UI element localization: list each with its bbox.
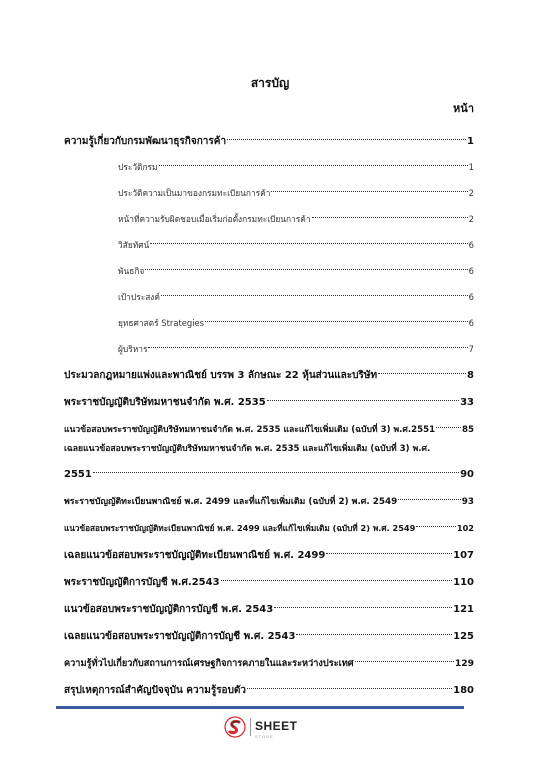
toc-entry-page: 2 bbox=[468, 188, 474, 198]
toc-entry-label: สรุปเหตุการณ์สำคัญปัจจุบัน ความรู้รอบตัว bbox=[64, 685, 247, 696]
sheet-store-logo-icon bbox=[224, 716, 246, 738]
toc-entry[interactable] bbox=[64, 676, 474, 696]
toc-entry-page: 6 bbox=[468, 292, 474, 302]
toc-entry-label: พันธกิจ bbox=[118, 266, 145, 276]
toc-entry-page: 121 bbox=[453, 604, 474, 615]
toc-entry-label: พระราชบัญญัติทะเบียนพาณิชย์ พ.ศ. 2499 และที่แก้ไขเพิ่มเติม (ฉบับที่ 2) พ.ศ. 2549 bbox=[64, 497, 398, 507]
toc-entry-label: ประมวลกฎหมายแพ่งและพาณิชย์ บรรพ 3 ลักษณะ 22 หุ้นส่วนและบริษัท bbox=[64, 370, 378, 381]
toc-entry-page: 6 bbox=[468, 318, 474, 328]
toc-entry[interactable] bbox=[64, 595, 474, 615]
toc-entry[interactable] bbox=[64, 388, 474, 408]
toc-entry-page: 1 bbox=[468, 162, 474, 172]
toc-entry-label: 2551 bbox=[64, 469, 92, 480]
toc-entry[interactable] bbox=[118, 309, 474, 328]
page-column-header: หน้า bbox=[453, 102, 474, 115]
toc-entry-page: 85 bbox=[462, 425, 474, 435]
toc-entry-label: เฉลยแนวข้อสอบพระราชบัญญัติทะเบียนพาณิชย์ พ.ศ. 2499 bbox=[64, 550, 326, 561]
toc-entry-page: 129 bbox=[454, 658, 474, 669]
toc-entry-line1: เฉลยแนวข้อสอบพระราชบัญญัติบริษัทมหาชนจำกัด พ.ศ. 2535 และแก้ไขเพิ่มเติม (ฉบับที่ 3) พ.ศ. bbox=[64, 444, 431, 454]
toc-entry[interactable] bbox=[64, 127, 474, 147]
toc-entry-page: 6 bbox=[468, 266, 474, 276]
toc-entry-label: เฉลยแนวข้อสอบพระราชบัญญัติการบัญชี พ.ศ. 2543 bbox=[64, 631, 296, 642]
toc-entry-label: เป้าประสงค์ bbox=[118, 292, 160, 302]
toc-entry[interactable] bbox=[64, 487, 474, 507]
toc-entry-label: ยุทธศาสตร์ Strategies bbox=[118, 318, 205, 328]
toc-entry-label: ความรู้เกี่ยวกับกรมพัฒนาธุรกิจการค้า bbox=[64, 136, 227, 147]
footer-divider bbox=[56, 706, 464, 709]
toc-entry[interactable] bbox=[64, 541, 474, 561]
toc-entry-page: 102 bbox=[456, 523, 474, 533]
toc-entry-page: 6 bbox=[468, 240, 474, 250]
toc-entry[interactable] bbox=[64, 514, 474, 533]
toc-entry[interactable] bbox=[118, 179, 474, 198]
toc-entry-page: 2 bbox=[468, 214, 474, 224]
toc-entry-label: ประวัติกรม bbox=[118, 162, 158, 172]
toc-entry[interactable] bbox=[64, 460, 474, 480]
toc-entry[interactable] bbox=[64, 622, 474, 642]
toc-entry[interactable] bbox=[118, 205, 474, 224]
toc-entry-page: 90 bbox=[460, 469, 474, 480]
toc-entry-label: พระราชบัญญัติการบัญชี พ.ศ.2543 bbox=[64, 577, 220, 588]
toc-entry-label: แนวข้อสอบพระราชบัญญัติบริษัทมหาชนจำกัด พ.ศ. 2535 และแก้ไขเพิ่มเติม (ฉบับที่ 3) พ.ศ.2551 bbox=[64, 425, 436, 435]
logo-subtext: STORE bbox=[255, 734, 274, 739]
toc-entry-page: 7 bbox=[468, 344, 474, 354]
toc-entry[interactable] bbox=[118, 153, 474, 172]
toc-entry[interactable] bbox=[118, 283, 474, 302]
toc-entry[interactable] bbox=[64, 649, 474, 669]
toc-entry-page: 107 bbox=[453, 550, 474, 561]
toc-entry-page: 93 bbox=[461, 497, 474, 507]
toc-entry-page: 180 bbox=[453, 685, 474, 696]
toc-entry-page: 33 bbox=[460, 397, 474, 408]
page-title: สารบัญ bbox=[250, 76, 290, 90]
toc-entry-label: หน้าที่ความรับผิดชอบเมื่อเริ่มก่อตั้งกรมทะเบียนการค้า bbox=[118, 214, 311, 224]
toc-entry-label: ผู้บริหาร bbox=[118, 344, 148, 354]
toc-entry[interactable] bbox=[118, 257, 474, 276]
toc-entry-page: 8 bbox=[467, 370, 474, 381]
logo-text: SHEET bbox=[255, 719, 298, 733]
toc-entry[interactable] bbox=[64, 415, 474, 435]
toc-entry-label: วิสัยทัศน์ bbox=[118, 240, 150, 250]
toc-entry-label: พระราชบัญญัติบริษัทมหาชนจำกัด พ.ศ. 2535 bbox=[64, 397, 266, 408]
toc-entry-label: ประวัติความเป็นมาของกรมทะเบียนการค้า bbox=[118, 188, 271, 198]
toc-entry-label: แนวข้อสอบพระราชบัญญัติการบัญชี พ.ศ. 2543 bbox=[64, 604, 274, 615]
toc-entry[interactable] bbox=[118, 335, 474, 354]
toc-entry[interactable] bbox=[64, 568, 474, 588]
toc-entry-page: 125 bbox=[453, 631, 474, 642]
toc-entry[interactable] bbox=[118, 231, 474, 250]
toc-entry-page: 110 bbox=[453, 577, 474, 588]
toc-entry-page: 1 bbox=[467, 136, 474, 147]
sheet-store-logo bbox=[224, 716, 298, 738]
toc-entry[interactable] bbox=[64, 361, 474, 381]
toc-entry-label: แนวข้อสอบพระราชบัญญัติทะเบียนพาณิชย์ พ.ศ. 2499 และที่แก้ไขเพิ่มเติม (ฉบับที่ 2) พ.ศ. 2549 bbox=[64, 523, 416, 533]
toc-entry-label: ความรู้ทั่วไปเกี่ยวกับสถานการณ์เศรษฐกิจการคภายในและระหว่างประเทศ bbox=[64, 658, 354, 669]
